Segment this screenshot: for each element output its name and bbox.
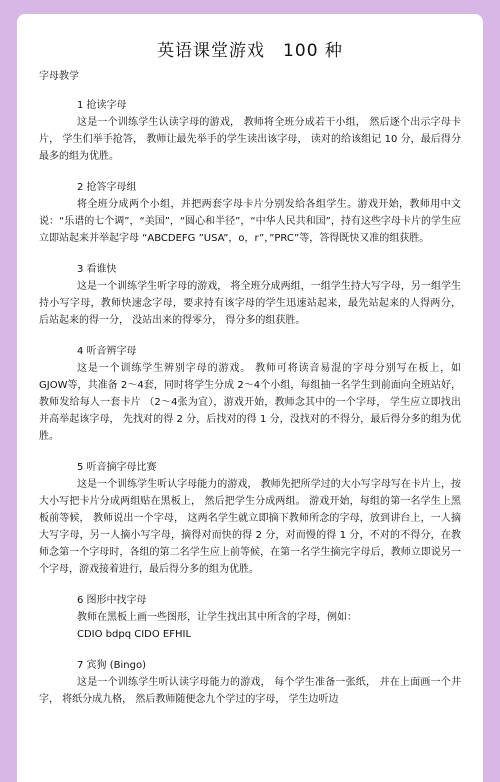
game-description: 教师在黑板上画一些图形，让学生找出其中所含的字母，例如： [77,612,357,623]
letter-example: CDIO bdpq CIDO EFHIL [77,629,192,640]
game-title: 6 图形中找字母 [77,595,147,606]
game-title: 5 听音摘字母比赛 [77,462,157,473]
document-title: 英语课堂游戏 100 种 [157,41,343,61]
game-description: 这是一个训练学生辨别字母的游戏。 教师可将读音易混的字母分别写在板上，如 GJOW等，共准备 2～4套，同时将学生分成 2～4个小组，每组抽一名学生到前面向全班站好，教师发给每人一套卡片 （2～4张为宜），游戏开始，教师念其中的一个字母， 学生应立即找出并高举起该字母， 先找对的得 2 分，后找对的得 1 分，没找对的不得分，最后得分多的组为优胜。 [39,363,461,442]
game-title: 2 抢答字母组 [77,182,137,193]
game-title: 7 宾狗 (Bingo) [77,660,146,671]
game-title: 3 看谁快 [77,264,117,275]
game-item [39,593,461,643]
game-title: 4 听音辨字母 [77,346,137,357]
game-description: 这是一个训练学生认读字母的游戏， 教师将全班分成若干小组， 然后逐个出示字母卡片， 学生们举手抢答， 教师让最先举手的学生读出该字母， 读对的给该组记 10 分，最后得分最多的组为优胜。 [39,117,461,162]
game-item [39,460,461,578]
game-item [39,658,461,708]
game-description: 这是一个训练学生听认读字母能力的游戏， 每个学生准备一张纸， 并在上面画一个井字， 将纸分成九格， 然后教师随便念九个学过的字母， 学生边听边 [39,677,461,705]
game-item [39,180,461,247]
section-heading: 字母教学 [39,71,79,82]
game-item [39,344,461,445]
game-title: 1 抢读字母 [77,100,127,111]
document-page [17,14,483,782]
game-item [39,98,461,165]
game-description: 这是一个训练学生听字母的游戏， 将全班分成两组，一组学生持大写字母，另一组学生持小写字母，教师快速念字母，要求持有该字母的学生迅速站起来，最先站起来的人得两分， 后站起来的得一分， 没站出来的得零分， 得分多的组获胜。 [39,281,461,326]
game-description: 这是一个训练学生听认字母能力的游戏， 教师先把所学过的大小写字母写在卡片上，按大小写把卡片分成两组贴在黑板上， 然后把学生分成两组。 游戏开始，每组的第一名学生上黑板前等候， 教师说出一个字母， 这两名学生就立即摘下教师所念的字母，放到讲台上，一人摘大写字母，另一人摘小写字母，摘得对而快的得 2 分，对而慢的得 1 分，不对的不得分，在教师念第一个字母时，各组的第二名学生应上前等候，在第一名学生摘完字母后，教师立即说另一个字母，游戏接着进行，最后得分多的组为优胜。 [39,479,461,575]
game-item [39,262,461,329]
game-description: 将全班分成两个小组，并把两套字母卡片分别发给各组学生。游戏开始，教师用中文说：“乐谱的七个调”，“美国”，“圆心和半径”，“中华人民共和国”，持有这些字母卡片的学生应立即站起来并举起字母 “ABCDEFG ”USA”，o，r”，”PRC”等，答得既快又准的组获胜。 [39,199,461,244]
